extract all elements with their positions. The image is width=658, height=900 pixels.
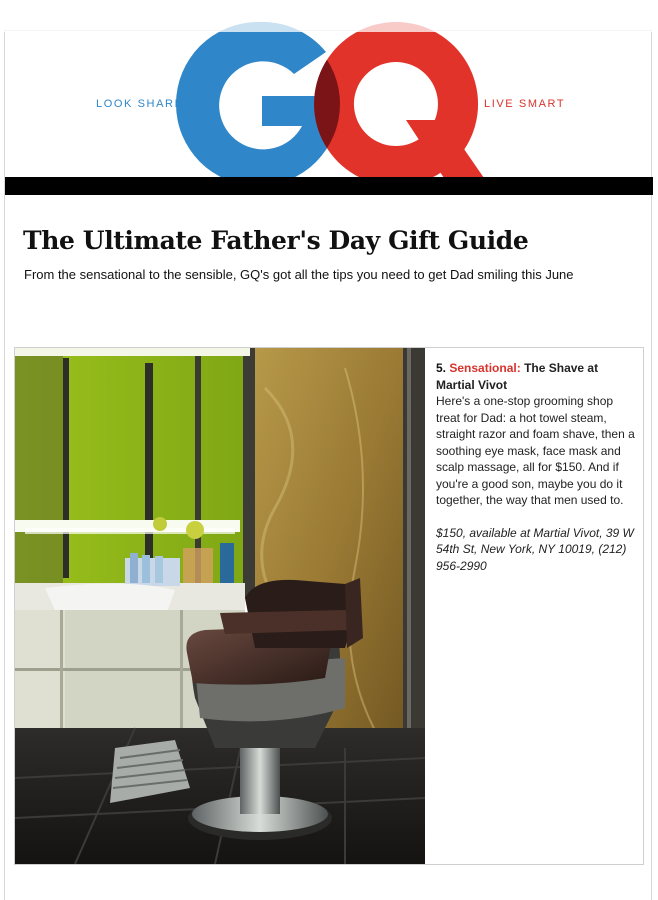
tagline-look-sharp: LOOK SHARP — [96, 98, 184, 110]
gift-item-card — [14, 347, 644, 865]
masthead — [4, 18, 652, 196]
item-description: Here's a one-stop grooming shop treat for Dad: a hot towel steam, straight razor and foam shave, then a soothing eye mask, face mask and scalp massage, all for $150. And if you're a good son, maybe you do it together, the way that men used to. — [436, 394, 635, 507]
article-headline: The Ultimate Father's Day Gift Guide — [23, 226, 529, 255]
item-category: Sensational: — [449, 361, 521, 375]
article-subhead: From the sensational to the sensible, GQ's got all the tips you need to get Dad smiling this June — [24, 267, 574, 282]
item-title-line — [436, 360, 636, 393]
item-title[interactable]: The Shave at Martial Vivot — [436, 361, 599, 392]
barber-chair-photo[interactable] — [15, 348, 425, 864]
masthead-divider-bar — [5, 177, 653, 195]
photo-illustration — [15, 348, 425, 864]
tagline-live-smart: LIVE SMART — [484, 98, 566, 110]
item-availability: $150, available at Martial Vivot, 39 W 54th St, New York, NY 10019, (212) 956-2990 — [436, 525, 634, 573]
item-number: 5. — [436, 361, 447, 375]
gift-item-details — [436, 360, 636, 574]
